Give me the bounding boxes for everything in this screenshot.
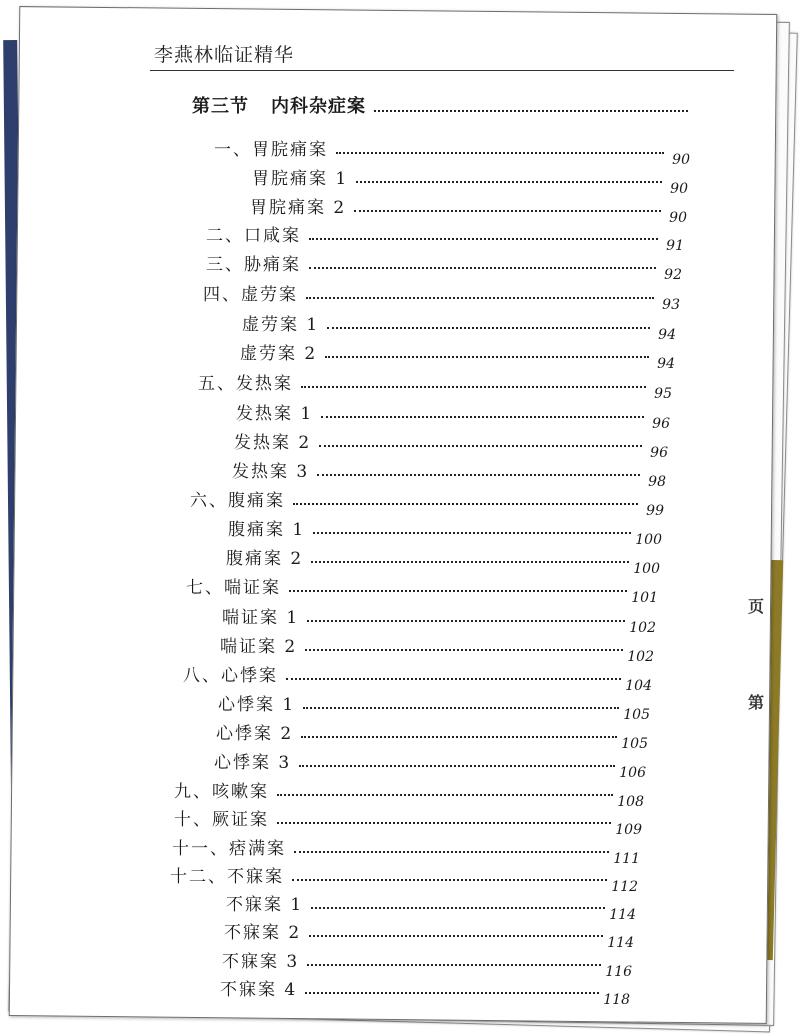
toc-entry-title: 腹痛案 1 (228, 520, 306, 540)
toc-entry-title: 十二、不寐案 (170, 867, 284, 887)
toc-entry (183, 660, 652, 694)
dot-leader (307, 964, 601, 966)
toc-page-number: 112 (611, 879, 638, 895)
dot-leader (313, 532, 631, 534)
dot-leader (311, 561, 629, 563)
toc-entry (236, 398, 670, 432)
dot-leader (327, 327, 650, 329)
toc-entry-title: 三、胁痛案 (206, 255, 301, 275)
toc-entry (242, 309, 676, 343)
toc-entry-title: 六、腹痛案 (190, 491, 285, 511)
toc-entry-title: 心悸案 3 (214, 753, 292, 773)
toc-entry-title: 心悸案 1 (218, 695, 296, 715)
dot-leader (299, 765, 615, 767)
toc-entry-title: 发热案 2 (234, 433, 312, 453)
toc-page-number: 116 (605, 964, 632, 980)
toc-entry-title: 七、喘证案 (186, 578, 281, 598)
toc-entry (252, 163, 688, 197)
dot-leader (309, 935, 603, 937)
toc-page-number: 94 (658, 327, 676, 343)
toc-page-number: 90 (670, 181, 688, 197)
toc-entry (226, 543, 660, 577)
toc-entry-title: 胃脘痛案 2 (250, 198, 347, 218)
toc-entry (174, 776, 644, 810)
dot-leader (303, 707, 619, 709)
toc-page-number: 114 (609, 907, 636, 923)
toc-entry-title: 心悸案 2 (216, 724, 294, 744)
dot-leader (301, 736, 617, 738)
dot-leader (311, 907, 605, 909)
toc-entry-title: 虚劳案 1 (242, 315, 320, 335)
toc-entry (216, 718, 648, 752)
toc-entry (203, 279, 680, 313)
toc-entry-title: 五、发热案 (198, 374, 293, 394)
toc-entry-title: 四、虚劳案 (203, 285, 298, 305)
toc-page-number: 111 (613, 851, 640, 867)
toc-entry-title: 发热案 1 (236, 404, 314, 424)
toc-entry-title: 虚劳案 2 (240, 344, 318, 364)
toc-entry (206, 220, 684, 254)
toc-page-number: 118 (603, 992, 630, 1008)
toc-entry-title: 十一、痞满案 (172, 839, 286, 859)
dot-leader (374, 110, 688, 112)
toc-entry (170, 861, 638, 895)
dot-leader (289, 590, 627, 592)
toc-entry (206, 249, 682, 283)
toc-entry-title: 腹痛案 2 (226, 549, 304, 569)
section-title: 内科杂症案 (271, 96, 366, 117)
toc-page-number: 90 (672, 152, 690, 168)
toc-entry-title: 不寐案 2 (224, 923, 302, 943)
dot-leader (305, 992, 599, 994)
toc-entry (220, 974, 630, 1008)
toc-page-number: 101 (631, 590, 658, 606)
toc-entry-title: 喘证案 2 (220, 637, 298, 657)
dot-leader (305, 649, 623, 651)
dot-leader (321, 416, 644, 418)
dot-leader (306, 297, 654, 299)
dot-leader (301, 386, 646, 388)
toc-entry (214, 747, 646, 781)
dot-leader (277, 822, 611, 824)
toc-page-number: 96 (650, 445, 668, 461)
toc-entry (214, 134, 690, 168)
toc-entry-title: 不寐案 3 (222, 952, 300, 972)
toc-entry (232, 456, 666, 490)
toc-page-number: 106 (619, 765, 646, 781)
toc-entry (198, 368, 672, 402)
dot-leader (317, 474, 640, 476)
toc-entry (172, 833, 640, 867)
toc-entry-title: 一、胃脘痛案 (214, 140, 328, 160)
toc-page-number: 102 (627, 649, 654, 665)
toc-entry (222, 946, 632, 980)
toc-page-number: 98 (648, 474, 666, 490)
toc-page-number: 94 (657, 356, 675, 372)
toc-entry-title: 九、咳嗽案 (174, 782, 269, 802)
dot-leader (319, 445, 642, 447)
dot-leader (325, 356, 649, 358)
dot-leader (277, 794, 613, 796)
section-heading (192, 92, 692, 118)
toc-entry (220, 631, 654, 665)
toc-page-number: 114 (607, 935, 634, 951)
toc-entry-title: 十、厥证案 (174, 810, 269, 830)
next-page-mark: ⻚ (748, 597, 765, 616)
dot-leader (309, 267, 656, 269)
toc-page-number: 105 (621, 736, 648, 752)
toc-entry (186, 572, 658, 606)
dot-leader (356, 181, 662, 183)
dot-leader (293, 503, 638, 505)
toc-entry (190, 485, 664, 519)
toc-entry-title: 二、口咸案 (206, 226, 301, 246)
toc-page-number: 92 (664, 267, 682, 283)
toc-page-number: 109 (615, 822, 642, 838)
toc-page-number: 95 (654, 386, 672, 402)
dot-leader (354, 210, 661, 212)
toc-entry-title: 不寐案 1 (226, 895, 304, 915)
dot-leader (307, 620, 625, 622)
next-page-mark: 第 (748, 693, 765, 712)
toc-page-number: 105 (623, 707, 650, 723)
dot-leader (309, 238, 658, 240)
toc-entry-title: 喘证案 1 (222, 608, 300, 628)
toc-entry (222, 602, 656, 636)
toc-entry-title: 胃脘痛案 1 (252, 169, 349, 189)
toc-page-number: 99 (646, 503, 664, 519)
toc-entry (224, 917, 634, 951)
toc-entry (234, 427, 668, 461)
header-divider (150, 70, 734, 71)
toc-entry (226, 889, 636, 923)
dot-leader (286, 678, 621, 680)
toc-page-number: 104 (625, 678, 652, 694)
toc-page-number: 100 (633, 561, 660, 577)
toc-page-number: 93 (662, 297, 680, 313)
dot-leader (292, 879, 607, 881)
dot-leader (294, 851, 609, 853)
toc-entry (174, 804, 642, 838)
toc-entry-title: 八、心悸案 (183, 666, 278, 686)
book-title: 李燕林临证精华 (154, 44, 295, 66)
toc-entry (250, 192, 687, 226)
toc-page-number: 91 (666, 238, 684, 254)
toc-page-number: 96 (652, 416, 670, 432)
toc-page-number: 102 (629, 620, 656, 636)
section-number: 第三节 (192, 96, 249, 117)
toc-entry (218, 689, 650, 723)
toc-entry-title: 发热案 3 (232, 462, 310, 482)
toc-page-number: 100 (635, 532, 662, 548)
toc-entry-title: 不寐案 4 (220, 980, 298, 1000)
toc-page-number: 90 (669, 210, 687, 226)
toc-entry (240, 338, 675, 372)
dot-leader (336, 152, 664, 154)
toc-entry (228, 514, 662, 548)
toc-page-number: 108 (617, 794, 644, 810)
